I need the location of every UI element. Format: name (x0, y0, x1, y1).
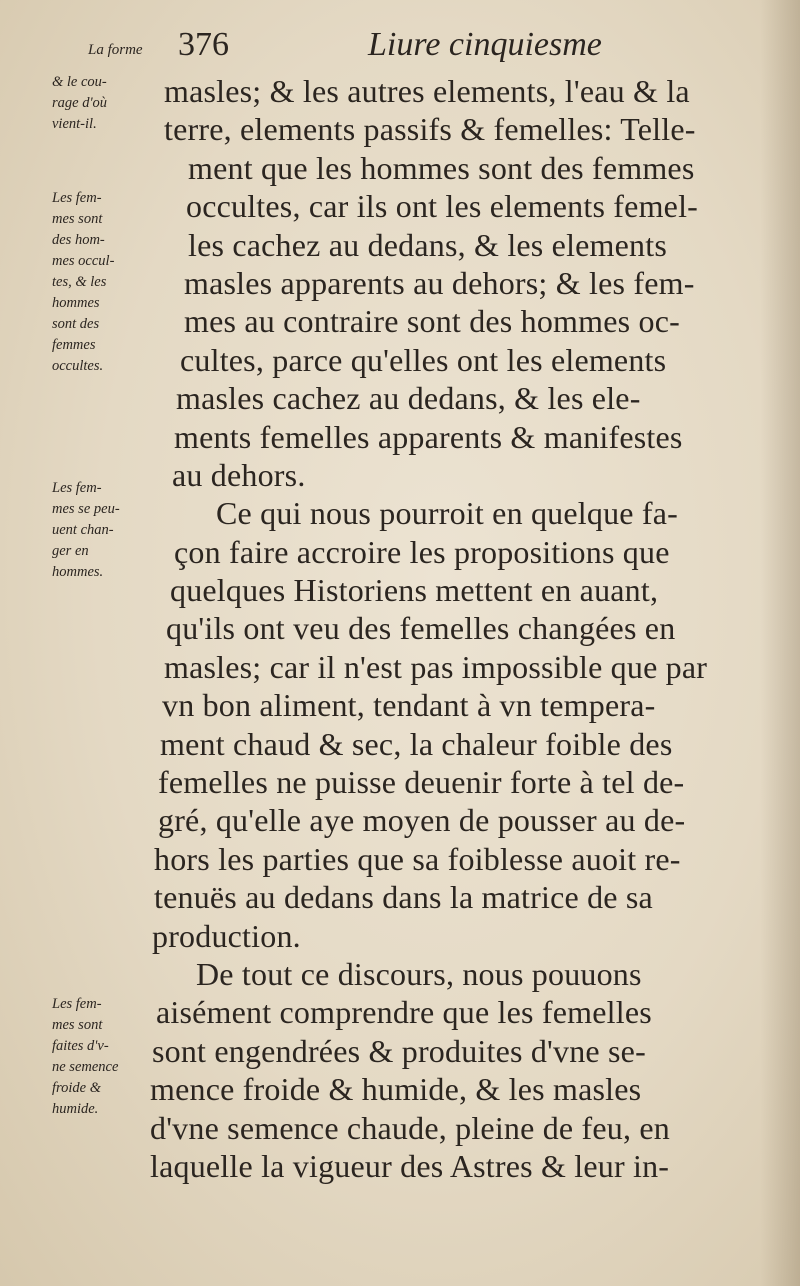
text-line: sont engendrées & produites d'vne se- (152, 1032, 646, 1069)
text-line: vn bon aliment, tendant à vn tempera- (162, 687, 656, 724)
page-number: 376 (178, 26, 229, 63)
text-line: tenuës au dedans dans la matrice de sa (154, 879, 653, 916)
margin-note-line: froide & (52, 1080, 102, 1096)
text-line: occultes, car ils ont les elements femel- (186, 188, 699, 225)
text-line: çon faire accroire les propositions que (174, 533, 670, 570)
margin-note-line: mes se peu- (52, 501, 120, 517)
margin-note-line: ne semence (52, 1059, 119, 1075)
margin-note-line: & le cou- (52, 74, 107, 90)
margin-note-line: tes, & les (52, 274, 107, 290)
running-title: Liure cinquiesme (368, 26, 602, 63)
text-line: aisément comprendre que les femelles (156, 994, 652, 1031)
margin-notes (0, 0, 160, 1286)
margin-note (52, 188, 177, 377)
margin-note-line: hommes (52, 295, 100, 311)
text-line: mes au contraire sont des hommes oc- (184, 303, 680, 340)
text-line: production. (152, 917, 301, 954)
margin-note-line: occultes. (52, 358, 104, 374)
text-line: qu'ils ont veu des femelles changées en (166, 610, 676, 647)
margin-note-line: vient-il. (52, 116, 97, 132)
margin-note-line: mes sont (52, 211, 103, 227)
text-line: ments femelles apparents & manifestes (174, 418, 683, 455)
text-line: ment que les hommes sont des femmes (188, 149, 695, 186)
paragraph-start-line: De tout ce discours, nous pouuons (196, 955, 642, 992)
margin-note-line: Les fem- (52, 190, 102, 206)
main-text-block (150, 72, 770, 1185)
margin-note-line: femmes (52, 337, 96, 353)
text-line: femelles ne puisse deuenir forte à tel de- (158, 764, 685, 801)
margin-note-line: sont des (52, 316, 100, 332)
text-line: masles; car il n'est pas impossible que par (164, 648, 708, 685)
margin-note-line: rage d'où (52, 95, 108, 111)
text-line: masles apparents au dehors; & les fem- (184, 264, 695, 301)
margin-note-line: humide. (52, 1101, 99, 1117)
header-margin-note: La forme (88, 42, 143, 58)
margin-note (52, 994, 177, 1120)
paragraph-start-line: Ce qui nous pourroit en quelque fa- (216, 495, 678, 532)
text-line: ment chaud & sec, la chaleur foible des (160, 725, 673, 762)
text-line: laquelle la vigueur des Astres & leur in- (150, 1147, 670, 1184)
margin-note-line: ger en (52, 543, 89, 559)
margin-note-line: hommes. (52, 564, 104, 580)
margin-note-line: Les fem- (52, 996, 102, 1012)
text-line: d'vne semence chaude, pleine de feu, en (150, 1109, 670, 1146)
text-line: hors les parties que sa foiblesse auoit re- (154, 840, 681, 877)
text-line: masles; & les autres elements, l'eau & la (164, 73, 690, 109)
margin-note-line: mes occul- (52, 253, 115, 269)
margin-note-line: mes sont (52, 1017, 103, 1033)
margin-note-line: uent chan- (52, 522, 114, 538)
margin-note-line: faites d'v- (52, 1038, 109, 1054)
margin-note-line: des hom- (52, 232, 105, 248)
text-line: gré, qu'elle aye moyen de pousser au de- (158, 802, 686, 839)
text-line: cultes, parce qu'elles ont les elements (180, 341, 667, 378)
text-line: terre, elements passifs & femelles: Telle- (164, 111, 696, 148)
text-line: au dehors. (172, 456, 306, 493)
margin-note (52, 478, 177, 583)
text-line: les cachez au dedans, & les elements (188, 226, 667, 263)
text-line: masles cachez au dedans, & les ele- (176, 380, 641, 417)
text-line: quelques Historiens mettent en auant, (170, 572, 659, 609)
margin-note-line: Les fem- (52, 480, 102, 496)
text-line: mence froide & humide, & les masles (150, 1071, 642, 1108)
margin-note (52, 72, 177, 135)
